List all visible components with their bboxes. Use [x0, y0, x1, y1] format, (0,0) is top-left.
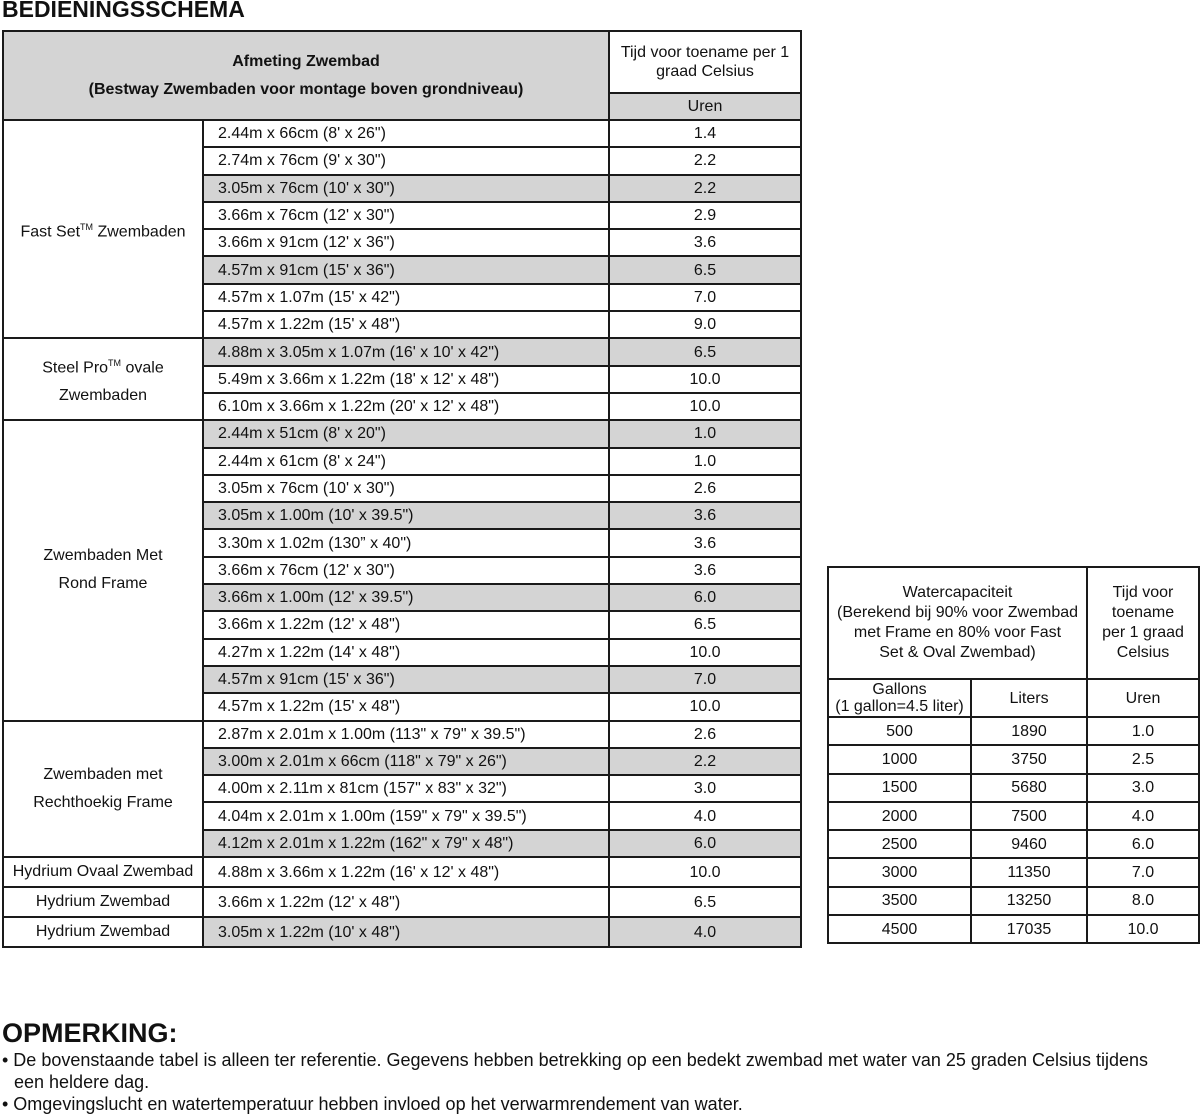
pool-category: [3, 420, 203, 720]
pool-size: 4.88m x 3.66m x 1.22m (16' x 12' x 48"): [203, 857, 609, 887]
pool-size: 2.44m x 51cm (8' x 20"): [203, 420, 609, 447]
table-row: [3, 721, 801, 748]
category-name-suffix: Zwembaden: [93, 222, 186, 240]
capacity-row: [828, 858, 1199, 886]
pool-category-line2: Rond Frame: [58, 575, 148, 593]
hours-value: 8.0: [1087, 887, 1199, 915]
hours-value: 3.0: [1087, 774, 1199, 802]
hours-value: 2.9: [609, 202, 801, 229]
note-bullet-2: • Omgevingslucht en watertemperatuur hebben invloed op het verwarmrendement van water.: [2, 1094, 743, 1114]
liters-value: 17035: [971, 915, 1087, 943]
pool-size: 4.88m x 3.05m x 1.07m (16' x 10' x 42"): [203, 338, 609, 365]
time-header-line: Celsius: [1116, 644, 1170, 661]
capacity-header-line: Watercapaciteit: [902, 584, 1013, 601]
hours-value: 1.0: [1087, 717, 1199, 745]
time-header-line: toename: [1111, 604, 1175, 621]
pool-size: 3.05m x 1.00m (10' x 39.5"): [203, 502, 609, 529]
liters-value: 11350: [971, 858, 1087, 886]
liters-value: 5680: [971, 774, 1087, 802]
hours-value: 10.0: [609, 693, 801, 720]
category-name: Hydrium Zwembad: [35, 923, 171, 941]
gallons-value: 3000: [828, 858, 971, 886]
pool-category-name: [4, 349, 202, 382]
category-name: Hydrium Ovaal Zwembad: [12, 863, 194, 881]
table-row: [3, 338, 801, 365]
category-name: Hydrium Zwembad: [35, 893, 171, 911]
pool-size: 4.57m x 91cm (15' x 36"): [203, 666, 609, 693]
hours-value: 7.0: [609, 666, 801, 693]
category-name: Zwembaden met: [43, 765, 163, 783]
pool-category-name: [4, 761, 202, 789]
hours-value: 2.2: [609, 748, 801, 775]
hours-value: 6.5: [609, 887, 801, 917]
liters-header: Liters: [971, 679, 1087, 717]
hours-value: 7.0: [1087, 858, 1199, 886]
time-header-line: Tijd voor: [1112, 584, 1174, 601]
pool-size: 4.57m x 91cm (15' x 36"): [203, 256, 609, 283]
trademark: TM: [80, 221, 94, 232]
hours-value: 3.6: [609, 229, 801, 256]
hours-value: 6.0: [609, 584, 801, 611]
category-name: Zwembaden Met: [43, 547, 163, 565]
capacity-row: [828, 802, 1199, 830]
pool-category-name: [4, 542, 202, 570]
pool-size: 2.87m x 2.01m x 1.00m (113" x 79" x 39.5"): [203, 721, 609, 748]
capacity-row: [828, 774, 1199, 802]
hours-value: 4.0: [1087, 802, 1199, 830]
liters-value: 7500: [971, 802, 1087, 830]
capacity-row: [828, 717, 1199, 745]
pool-size: 4.27m x 1.22m (14' x 48"): [203, 639, 609, 666]
pool-size: 4.57m x 1.22m (15' x 48"): [203, 693, 609, 720]
gallons-header-line: Gallons: [872, 681, 927, 698]
pool-size: 3.66m x 1.22m (12' x 48"): [203, 611, 609, 638]
gallons-value: 2500: [828, 830, 971, 858]
hours-value: 3.6: [609, 557, 801, 584]
hours-value: 4.0: [609, 917, 801, 947]
hours-value: 4.0: [609, 802, 801, 829]
hours-value: 3.6: [609, 529, 801, 556]
category-name-suffix: ovale: [121, 358, 164, 376]
pool-size: 2.44m x 66cm (8' x 26"): [203, 120, 609, 147]
pool-size: 3.66m x 76cm (12' x 30"): [203, 557, 609, 584]
pool-size: 3.66m x 1.22m (12' x 48"): [203, 887, 609, 917]
pool-size: 3.00m x 2.01m x 66cm (118" x 79" x 26"): [203, 748, 609, 775]
pool-category: [3, 857, 203, 887]
table-row: [3, 887, 801, 917]
category-name: Steel Pro: [42, 358, 109, 376]
gallons-value: 4500: [828, 915, 971, 943]
hours-value: 10.0: [609, 857, 801, 887]
pool-size: 3.66m x 1.00m (12' x 39.5"): [203, 584, 609, 611]
pool-size: 3.05m x 76cm (10' x 30"): [203, 175, 609, 202]
pool-size: 3.30m x 1.02m (130” x 40"): [203, 529, 609, 556]
pool-category-name: [4, 888, 202, 916]
gallons-value: 2000: [828, 802, 971, 830]
gallons-header-line: (1 gallon=4.5 liter): [835, 698, 964, 715]
hours-value: 9.0: [609, 311, 801, 338]
pool-size: 5.49m x 3.66m x 1.22m (18' x 12' x 48"): [203, 366, 609, 393]
note-bullet-1-continued: een heldere dag.: [14, 1072, 150, 1092]
hours-value: 1.0: [609, 420, 801, 447]
capacity-time-header: [1087, 567, 1199, 679]
pool-size: 3.66m x 91cm (12' x 36"): [203, 229, 609, 256]
pool-category: [3, 721, 203, 857]
gallons-value: 1000: [828, 745, 971, 773]
size-header-title: Afmeting Zwembad: [232, 52, 380, 70]
hours-value: 10.0: [609, 393, 801, 420]
pool-category-line2: Zwembaden: [58, 386, 148, 404]
gallons-value: 500: [828, 717, 971, 745]
capacity-header: [828, 567, 1087, 679]
liters-value: 1890: [971, 717, 1087, 745]
hours-value: 1.4: [609, 120, 801, 147]
hours-value: 6.5: [609, 611, 801, 638]
pool-size: 3.05m x 1.22m (10' x 48"): [203, 917, 609, 947]
gallons-header: [828, 679, 971, 717]
pool-size: 4.57m x 1.07m (15' x 42"): [203, 284, 609, 311]
pool-size: 2.74m x 76cm (9' x 30"): [203, 147, 609, 174]
hours-value: 6.5: [609, 256, 801, 283]
trademark: TM: [108, 357, 122, 368]
table-row: [3, 857, 801, 887]
hours-value: 10.0: [609, 639, 801, 666]
category-name: Fast Set: [20, 222, 81, 240]
pool-category: [3, 887, 203, 917]
pool-category-name: [4, 918, 202, 946]
hours-value: 6.0: [1087, 830, 1199, 858]
capacity-row: [828, 745, 1199, 773]
time-header: Tijd voor toename per 1 graad Celsius: [609, 31, 801, 93]
pool-category: [3, 120, 203, 338]
hours-value: 10.0: [609, 366, 801, 393]
water-capacity-table: [827, 566, 1200, 944]
hours-value: 2.6: [609, 721, 801, 748]
hours-value: 2.5: [1087, 745, 1199, 773]
capacity-header-line: Set & Oval Zwembad): [879, 644, 1036, 661]
hours-value: 2.6: [609, 475, 801, 502]
size-header: [3, 31, 609, 120]
hours-value: 3.6: [609, 502, 801, 529]
pool-size: 4.12m x 2.01m x 1.22m (162" x 79" x 48"): [203, 830, 609, 857]
time-header-line: per 1 graad: [1102, 624, 1184, 641]
pool-category: [3, 338, 203, 420]
pool-size: 3.05m x 76cm (10' x 30"): [203, 475, 609, 502]
table-row: [3, 917, 801, 947]
table-row: [3, 420, 801, 447]
hours-value: 7.0: [609, 284, 801, 311]
hours-value: 1.0: [609, 448, 801, 475]
hours-value: 2.2: [609, 147, 801, 174]
page-title: BEDIENINGSSCHEMA: [2, 0, 245, 22]
pool-size: 6.10m x 3.66m x 1.22m (20' x 12' x 48"): [203, 393, 609, 420]
pool-category-name: [4, 213, 202, 246]
hours-value: 6.0: [609, 830, 801, 857]
size-header-subtitle: (Bestway Zwembaden voor montage boven grondniveau): [88, 80, 524, 98]
unit-header: Uren: [609, 93, 801, 120]
capacity-header-line: (Berekend bij 90% voor Zwembad: [837, 604, 1079, 621]
hours-value: 6.5: [609, 338, 801, 365]
pool-size: 4.00m x 2.11m x 81cm (157" x 83" x 32"): [203, 775, 609, 802]
pool-category-line2: Rechthoekig Frame: [33, 793, 173, 811]
capacity-row: [828, 830, 1199, 858]
pool-category: [3, 917, 203, 947]
hours-value: 10.0: [1087, 915, 1199, 943]
gallons-value: 3500: [828, 887, 971, 915]
pool-size: 4.57m x 1.22m (15' x 48"): [203, 311, 609, 338]
pool-category-name: [4, 858, 202, 886]
capacity-row: [828, 915, 1199, 943]
pool-heating-table: [2, 30, 802, 948]
hours-value: 2.2: [609, 175, 801, 202]
table-row: [3, 120, 801, 147]
liters-value: 13250: [971, 887, 1087, 915]
hours-header: Uren: [1087, 679, 1199, 717]
liters-value: 9460: [971, 830, 1087, 858]
pool-size: 4.04m x 2.01m x 1.00m (159" x 79" x 39.5"): [203, 802, 609, 829]
capacity-header-line: met Frame en 80% voor Fast: [853, 624, 1062, 641]
pool-size: 3.66m x 76cm (12' x 30"): [203, 202, 609, 229]
note-bullet-1: • De bovenstaande tabel is alleen ter referentie. Gegevens hebben betrekking op een bedekt zwembad met water van 25 graden Celsius tijdens: [2, 1050, 1149, 1070]
gallons-value: 1500: [828, 774, 971, 802]
pool-size: 2.44m x 61cm (8' x 24"): [203, 448, 609, 475]
liters-value: 3750: [971, 745, 1087, 773]
capacity-row: [828, 887, 1199, 915]
note-heading: OPMERKING:: [2, 1018, 178, 1048]
hours-value: 3.0: [609, 775, 801, 802]
